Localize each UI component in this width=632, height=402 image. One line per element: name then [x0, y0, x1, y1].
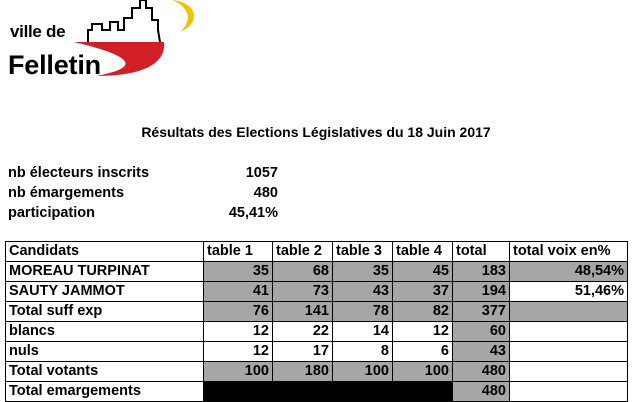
table-cell: 17	[273, 342, 333, 362]
table-cell: 73	[273, 282, 333, 302]
table-cell: 43	[333, 282, 393, 302]
table-cell	[510, 322, 628, 342]
table-cell	[204, 382, 273, 402]
table-cell: 180	[273, 362, 333, 382]
table-cell: 68	[273, 262, 333, 282]
row-label: MOREAU TURPINAT	[6, 262, 204, 282]
summary-row-emargements	[8, 183, 278, 203]
logo-line2: Felletin	[8, 50, 101, 80]
felletin-logo	[0, 0, 210, 90]
summary-row-participation	[8, 203, 278, 223]
table-cell	[510, 382, 628, 402]
table-row	[6, 282, 628, 302]
table-cell: 48,54%	[510, 262, 628, 282]
table-cell: 76	[204, 302, 273, 322]
summary-label: nb électeurs inscrits	[8, 165, 150, 181]
logo-skyline	[88, 0, 160, 42]
table-row	[6, 342, 628, 362]
summary-row-inscrits	[8, 163, 278, 183]
summary-label: participation	[8, 205, 96, 221]
table-cell: 60	[453, 322, 510, 342]
table-row	[6, 302, 628, 322]
table-cell: 6	[393, 342, 453, 362]
header-cell: table 2	[273, 242, 333, 262]
table-row	[6, 382, 628, 402]
table-cell: 14	[333, 322, 393, 342]
table-cell: 377	[453, 302, 510, 322]
table-cell: 480	[453, 382, 510, 402]
table-cell: 35	[333, 262, 393, 282]
header-cell: table 4	[393, 242, 453, 262]
table-cell: 41	[204, 282, 273, 302]
table-cell: 194	[453, 282, 510, 302]
logo-line1: ville de	[10, 22, 66, 41]
table-cell: 12	[393, 322, 453, 342]
table-cell	[393, 382, 453, 402]
summary-value: 45,41%	[228, 205, 278, 221]
table-cell: 480	[453, 362, 510, 382]
header-cell: Candidats	[6, 242, 204, 262]
table-cell: 51,46%	[510, 282, 628, 302]
summary-block	[8, 163, 278, 223]
results-table	[5, 241, 628, 402]
table-cell: 82	[393, 302, 453, 322]
page-title: Résultats des Elections Législatives du 18 Juin 2017	[141, 124, 491, 140]
row-label: nuls	[6, 342, 204, 362]
table-cell: 43	[453, 342, 510, 362]
row-label: Total votants	[6, 362, 204, 382]
table-cell: 45	[393, 262, 453, 282]
table-cell: 12	[204, 322, 273, 342]
table-cell: 100	[204, 362, 273, 382]
summary-label: nb émargements	[8, 185, 125, 201]
table-row	[6, 322, 628, 342]
row-label: Total suff exp	[6, 302, 204, 322]
table-cell: 100	[393, 362, 453, 382]
summary-value: 480	[253, 185, 278, 201]
table-cell: 183	[453, 262, 510, 282]
table-cell: 35	[204, 262, 273, 282]
row-label: blancs	[6, 322, 204, 342]
table-row	[6, 362, 628, 382]
table-cell: 100	[333, 362, 393, 382]
row-label: SAUTY JAMMOT	[6, 282, 204, 302]
header-cell: total voix en%	[510, 242, 628, 262]
table-row	[6, 262, 628, 282]
table-cell	[510, 302, 628, 322]
table-cell	[333, 382, 393, 402]
logo-sun-arc	[172, 0, 194, 32]
table-cell: 22	[273, 322, 333, 342]
row-label: Total emargements	[6, 382, 204, 402]
table-cell: 78	[333, 302, 393, 322]
table-cell	[510, 362, 628, 382]
summary-value: 1057	[245, 165, 278, 181]
table-cell: 37	[393, 282, 453, 302]
table-cell: 8	[333, 342, 393, 362]
header-cell: table 1	[204, 242, 273, 262]
header-cell: table 3	[333, 242, 393, 262]
table-cell	[273, 382, 333, 402]
table-cell	[510, 342, 628, 362]
table-cell: 12	[204, 342, 273, 362]
header-cell: total	[453, 242, 510, 262]
table-cell: 141	[273, 302, 333, 322]
table-header-row	[6, 242, 628, 262]
